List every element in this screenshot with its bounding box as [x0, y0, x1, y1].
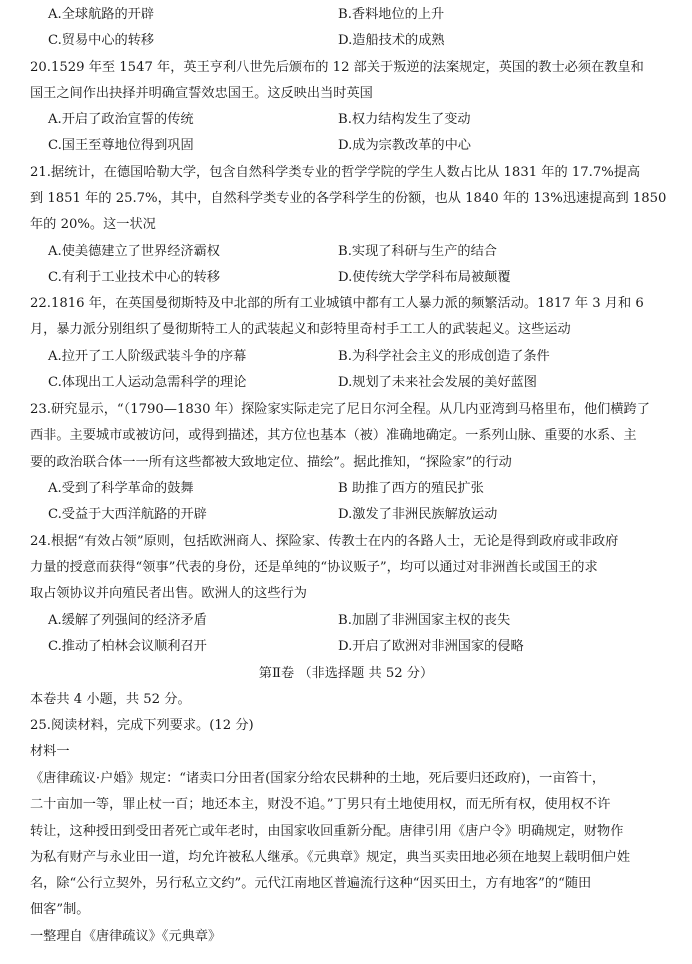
- q24-option-b: B.加剧了非洲国家主权的丧失: [338, 613, 511, 628]
- q20-option-c: C.国王至尊地位得到巩固: [48, 138, 194, 153]
- q22-option-b: B.为科学社会主义的形成创造了条件: [338, 349, 550, 364]
- q24-option-c: C.推动了柏林会议顺利召开: [48, 639, 207, 654]
- q23-option-c: C.受益于大西洋航路的开辟: [48, 507, 207, 522]
- q24-stem-line-2: 力量的授意而获得“领事”代表的身份，还是单纯的“协议贩子”，均可以通过对非洲酋长或国王的求: [30, 560, 598, 575]
- q21-option-b: B.实现了科研与生产的结合: [338, 244, 497, 259]
- section-title: 第Ⅱ卷 （非选择题 共 52 分）: [258, 666, 434, 681]
- material-line: 转让，这种授田到受田者死亡或年老时，由国家收回重新分配。唐律引用《唐户令》明确规定，财物作: [30, 824, 624, 839]
- q21-stem-line-2: 到 1851 年的 25.7%，其中，自然科学类专业的各学科学生的份额，也从 1840 年的 13%迅速提高到 1850: [30, 191, 667, 206]
- material-line: 二十亩加一等，罪止杖一百；地还本主，财没不追。”丁男只有土地使用权，而无所有权，使用权不许: [30, 797, 611, 812]
- q23-option-b: B 助推了西方的殖民扩张: [338, 481, 484, 496]
- q20-option-b: B.权力结构发生了变动: [338, 112, 471, 127]
- q22-option-a: A.拉开了工人阶级武装斗争的序幕: [48, 349, 247, 364]
- q19-option-b: B.香料地位的上升: [338, 7, 445, 22]
- q20-option-d: D.成为宗教改革的中心: [338, 138, 471, 153]
- q22-stem-line-1: 22.1816 年，在英国曼彻斯特及中北部的所有工业城镇中都有工人暴力派的频繁活动。1817 年 3 月和 6: [30, 296, 644, 311]
- q21-stem-line-1: 21.据统计，在德国哈勒大学，包含自然科学类专业的哲学学院的学生人数占比从 1831 年的 17.7%提高: [30, 165, 641, 180]
- q24-stem-line-1: 24.根据“有效占领”原则，包括欧洲商人、探险家、传教士在内的各路人士，无论是得到政府或非政府: [30, 534, 619, 549]
- q19-option-a: A.全球航路的开辟: [48, 7, 155, 22]
- q20-stem-line-1: 20.1529 年至 1547 年，英王亨利八世先后颁布的 12 部关于叛逆的法案规定，英国的教士必须在教皇和: [30, 60, 644, 75]
- q24-option-d: D.开启了欧洲对非洲国家的侵略: [338, 639, 524, 654]
- section-note: 本卷共 4 小题，共 52 分。: [30, 692, 191, 707]
- q22-option-d: D.规划了未来社会发展的美好蓝图: [338, 375, 537, 390]
- q19-option-d: D.造船技术的成熟: [338, 33, 445, 48]
- material-line: 名，除“公行立契外，另行私立文约”。元代江南地区普遍流行这种“因买田土，方有地客”的“随田: [30, 876, 592, 891]
- q23-stem-line-3: 要的政治联合体一一所有这些都被大致地定位、描绘”。据此推知，“探险家”的行动: [30, 455, 512, 470]
- q23-stem-line-2: 西非。主要城市或被访问，或得到描述，其方位也基本（被）准确地确定。一系列山脉、重要的水系、主: [30, 428, 637, 443]
- q19-option-c: C.贸易中心的转移: [48, 33, 155, 48]
- q20-option-a: A.开启了政治宣誓的传统: [48, 112, 194, 127]
- q23-option-a: A.受到了科学革命的鼓舞: [48, 481, 194, 496]
- q22-stem-line-2: 月，暴力派分别组织了曼彻斯特工人的武装起义和彭特里奇村手工工人的武装起义。这些运动: [30, 322, 571, 337]
- q25-stem: 25.阅读材料，完成下列要求。(12 分): [30, 718, 254, 733]
- material-line: 佃客”制。: [30, 902, 90, 917]
- q24-stem-line-3: 取占领协议并向殖民者出售。欧洲人的这些行为: [30, 586, 307, 601]
- q23-stem-line-1: 23.研究显示，“（1790—1830 年）探险家实际走完了尼日尔河全程。从几内亚湾到马格里布，他们横跨了: [30, 402, 650, 417]
- q21-stem-line-3: 年的 20%。这一状况: [30, 217, 156, 232]
- material-line: 为私有财产与永业田一道，均允许被私人继承。《元典章》规定，典当买卖田地必须在地契上载明佃户姓: [30, 850, 631, 865]
- q22-option-c: C.体现出工人运动急需科学的理论: [48, 375, 247, 390]
- q23-option-d: D.激发了非洲民族解放运动: [338, 507, 498, 522]
- q21-option-c: C.有利于工业技术中心的转移: [48, 270, 221, 285]
- q20-stem-line-2: 国王之间作出抉择并明确宣誓效忠国王。这反映出当时英国: [30, 86, 373, 101]
- material-line: 《唐律疏议·户婚》规定：“诸卖口分田者(国家分给农民耕种的土地，死后要归还政府)，一亩笞十，: [30, 771, 606, 786]
- q24-option-a: A.缓解了列强间的经济矛盾: [48, 613, 207, 628]
- material-source: 一整理自《唐律疏议》《元典章》: [30, 929, 222, 944]
- material-label: 材料一: [30, 744, 70, 759]
- q21-option-d: D.使传统大学学科布局被颠覆: [338, 270, 511, 285]
- q21-option-a: A.使美德建立了世界经济霸权: [48, 244, 220, 259]
